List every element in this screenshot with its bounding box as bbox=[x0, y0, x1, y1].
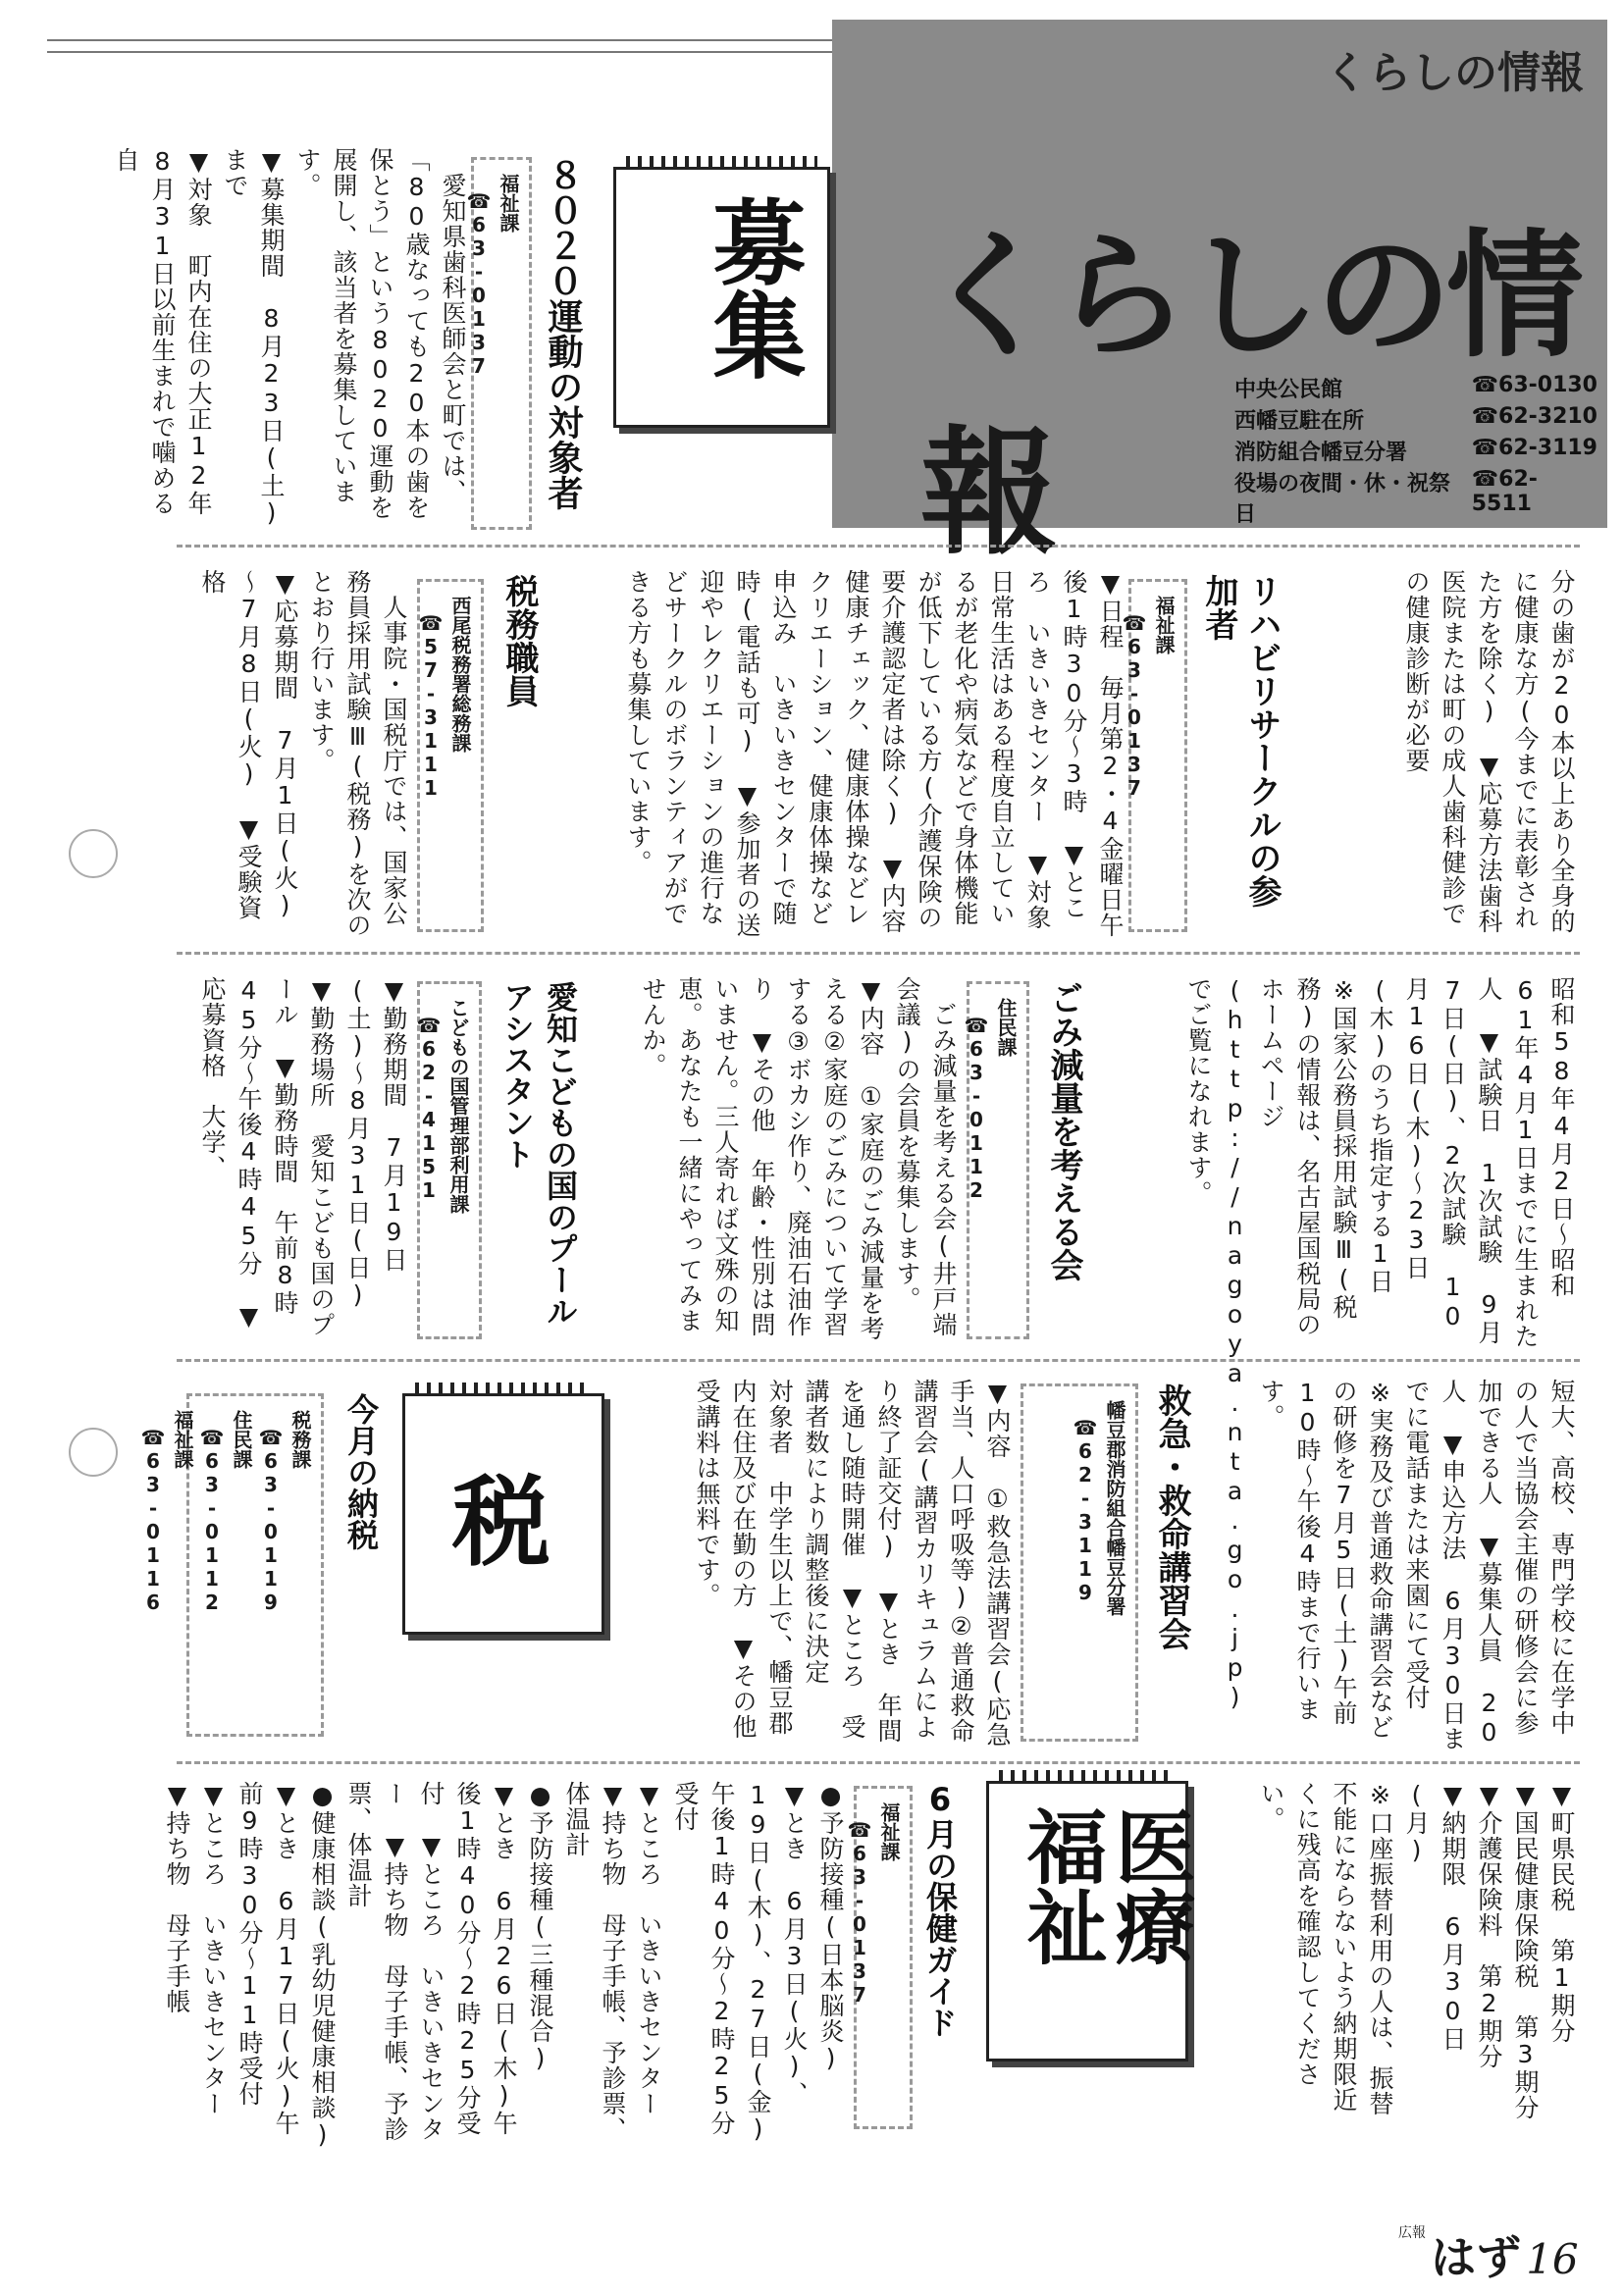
article-body-tax-pay-cont: ▼町県民税 第1期分 ▼国民健康保険税 第3期分 ▼介護保険料 第2期分 ▼納期限 6月30日(月) ※口座振替利用の人は、振替不能にならないよう納期限近くに残高を確認してください。 bbox=[1257, 1781, 1576, 2120]
article-body-garbage: ごみ減量を考える会(井戸端会議)の会員を募集します。 ▼内容 ①家庭のごみ減量を考える②家庭のごみについて学習する③ボカシ作り、廃油石油作り ▼その他 年齢・性別は問いません。三人寄れば文殊の知恵。あなたも一緒にやってみませんか。 bbox=[639, 976, 958, 1341]
tax-heading: 税 bbox=[452, 1464, 550, 1580]
pad-rings bbox=[999, 1770, 1176, 1784]
dept-tel: ☎63-0119 bbox=[259, 1426, 283, 1614]
contact-row: 消防組合幡豆分署 ☎62-3119 bbox=[1234, 436, 1597, 465]
article-title-rescue: 救急・救命講習会 bbox=[1152, 1383, 1191, 1650]
section-divider bbox=[177, 1761, 1580, 1764]
article-body-rehab: ▼日程 毎月第2・4金曜日午後1時30分～3時 ▼ところ いきいきセンター ▼対象 日常生活はある程度自立しているが老化や病気などで身体機能が低下している方(介護保険の要介護認定者は除く) ▼内容 健康チェック、健康体操などレクリエーション、健康体操など 申込み いきいきセンターで随時(電話も可) ▼参加者の送迎やレクリエーションの進行などサークルのボランティアができる方も募集しています。 bbox=[624, 569, 1125, 938]
dept-box-8020 bbox=[467, 157, 532, 530]
tax-memo-pad bbox=[402, 1393, 604, 1635]
dept-box-garbage bbox=[967, 981, 1029, 1339]
dept-tel: ☎62-3119 bbox=[1073, 1416, 1097, 1604]
dept-name: 幡豆郡消防組合幡豆分署 bbox=[1103, 1400, 1126, 1616]
dept-box-tax-staff bbox=[417, 579, 484, 932]
pad-rings bbox=[626, 156, 817, 170]
medical-heading: 医療 bbox=[1102, 1805, 1196, 1966]
article-title-8020: ８０２０運動の対象者 bbox=[543, 157, 583, 510]
dept-box-rescue bbox=[1021, 1383, 1138, 1742]
article-title-pool: 愛知こどもの国のプールアシスタント bbox=[498, 981, 579, 1327]
article-title-tax-pay: 今月の納税 bbox=[342, 1393, 380, 1550]
dept-name: 住民課 bbox=[994, 998, 1018, 1057]
dept-name: 福祉課 bbox=[877, 1802, 901, 1861]
dept-name: 福祉課 bbox=[171, 1410, 194, 1469]
dept-box-health bbox=[848, 1786, 913, 2129]
banner-subtitle: くらしの情報 bbox=[1325, 48, 1584, 98]
article-body-pool-cont: 短大、高校、専門学校に在学中の人で当協会主催の研修会に参加できる人 ▼募集人員 20人 ▼申込方法 6月30日までに電話または来園にて受付 ※実務及び普通救命講習会などの研修を7月5日(土)午前10時～午後4時まで行います。 bbox=[1257, 1379, 1576, 1751]
article-body-tax-staff-cont: 昭和58年4月2日～昭和61年4月1日までに生まれた人 ▼試験日 1次試験 9月7日(日)、2次試験 10月16日(木)～23日(木)のうち指定する1日 ※国家公務員採用試験Ⅲ(税務)の情報は、名古屋国税局のホームページ(http://nagoya.nta.go.jp)でご覧になれます。 bbox=[1184, 976, 1576, 1712]
banner-title: くらしの情報 bbox=[920, 216, 1579, 574]
contact-list bbox=[1234, 373, 1597, 527]
contact-row: 西幡豆駐在所 ☎62-3210 bbox=[1234, 404, 1597, 434]
dept-name: こどもの国管理部利用課 bbox=[446, 998, 470, 1214]
article-body-tax-staff: 人事院・国税庁では、国家公務員採用試験Ⅲ(税務)を次のとおり行います。 ▼応募期間 7月1日(火)～7月8日(火) ▼受験資格 bbox=[198, 569, 408, 938]
article-title-garbage: ごみ減量を考える会 bbox=[1044, 981, 1083, 1281]
dept-box-pool bbox=[417, 981, 482, 1339]
dept-name: 福祉課 bbox=[1152, 596, 1176, 654]
pad-rings bbox=[415, 1383, 592, 1396]
page-number: 16 bbox=[1526, 2235, 1579, 2283]
article-title-tax-staff: 税務職員 bbox=[499, 574, 539, 707]
section-divider bbox=[177, 1359, 1580, 1362]
article-body-8020: 愛知県歯科医師会と町では、「80歳なっても20本の歯を保とう」という8020運動を展開し、該当者を募集しています。 ▼募集期間 8月23日(土)まで ▼対象 町内在住の大正12年8月31日以前生まれで噛める自 bbox=[112, 147, 467, 528]
binder-hole bbox=[69, 1428, 118, 1477]
dept-box-tax-pay bbox=[141, 1393, 324, 1737]
article-title-health: 6月の保健ガイド bbox=[921, 1781, 959, 2038]
dept-tel: ☎63-0116 bbox=[141, 1426, 165, 1614]
footer-logo bbox=[1398, 2222, 1579, 2287]
article-title-rehab: リハビリサークルの参加者 bbox=[1199, 574, 1282, 908]
article-body-health: ●予防接種(日本脳炎) ▼とき 6月3日(火)、19日(木)、27日(金)午後1時40分～2時25分受付 ▼ところ いきいきセンター ▼持ち物 母子手帳、予診票、体温計 ●予防接種(三種混合) ▼とき 6月26日(木)午後1時40分～2時25分受付 ▼ところ いきいきセンター ▼持ち物 母子手帳、予診票、体温計 ●健康相談(乳幼児健康相談) ▼とき 6月17日(火)午前9時30分～11時受付 ▼ところ いきいきセンター ▼持ち物 母子手帳 bbox=[163, 1781, 845, 2150]
dept-name: 税務課 bbox=[288, 1410, 312, 1469]
dept-name: 住民課 bbox=[230, 1410, 253, 1469]
recruit-heading: 募集 bbox=[698, 194, 807, 381]
contact-row: 役場の夜間・休・祝祭日 ☎62-5511 bbox=[1234, 467, 1538, 527]
contact-row: 中央公民館 ☎63-0130 bbox=[1234, 373, 1597, 402]
footer-label: 広報 bbox=[1398, 2225, 1426, 2241]
article-body-8020-cont: 分の歯が20本以上あり全身的に健康な方(今までに表彰された方を除く) ▼応募方法歯科医院または町の成人歯科健診での健康診断が必要 bbox=[1402, 569, 1576, 934]
recruit-memo-pad bbox=[613, 167, 830, 428]
binder-hole bbox=[69, 829, 118, 878]
section-divider bbox=[177, 545, 1580, 548]
dept-tel: ☎63-0137 bbox=[467, 189, 491, 378]
article-body-pool: ▼勤務期間 7月19日(土)～8月31日(日) ▼勤務場所 愛知こども国のプール ▼勤務時間 午前8時45分～午後4時45分 ▼応募資格 大学、 bbox=[198, 976, 408, 1337]
dept-tel: ☎62-4151 bbox=[417, 1014, 441, 1202]
dept-tel: ☎63-0112 bbox=[965, 1014, 988, 1202]
dept-box-rehab bbox=[1123, 579, 1187, 932]
dept-tel: ☎63-0137 bbox=[848, 1818, 871, 2007]
welfare-heading: 福祉 bbox=[1014, 1805, 1108, 1966]
article-body-rescue: ▼内容 ①救急法講習会(応急手当、人口呼吸等)②普通救命講習会(講習カリキュラムにより終了証交付) ▼とき 年間を通し随時開催 ▼ところ 受講者数により調整後に決定 対象者 中学生以上で、幡豆郡内在住及び在勤の方 ▼その他 受講料は無料です。 bbox=[693, 1379, 1012, 1748]
medical-welfare-memo-pad bbox=[986, 1781, 1196, 2061]
dept-tel: ☎63-0137 bbox=[1123, 611, 1146, 800]
top-rule-2 bbox=[47, 51, 832, 53]
dept-name: 西尾税務署総務課 bbox=[448, 596, 472, 753]
dept-name: 福祉課 bbox=[497, 174, 520, 233]
dept-tel: ☎63-0112 bbox=[200, 1426, 224, 1614]
header-banner bbox=[832, 20, 1607, 574]
dept-tel: ☎57-3111 bbox=[419, 611, 443, 800]
footer-logo-text: はず bbox=[1431, 2231, 1522, 2284]
